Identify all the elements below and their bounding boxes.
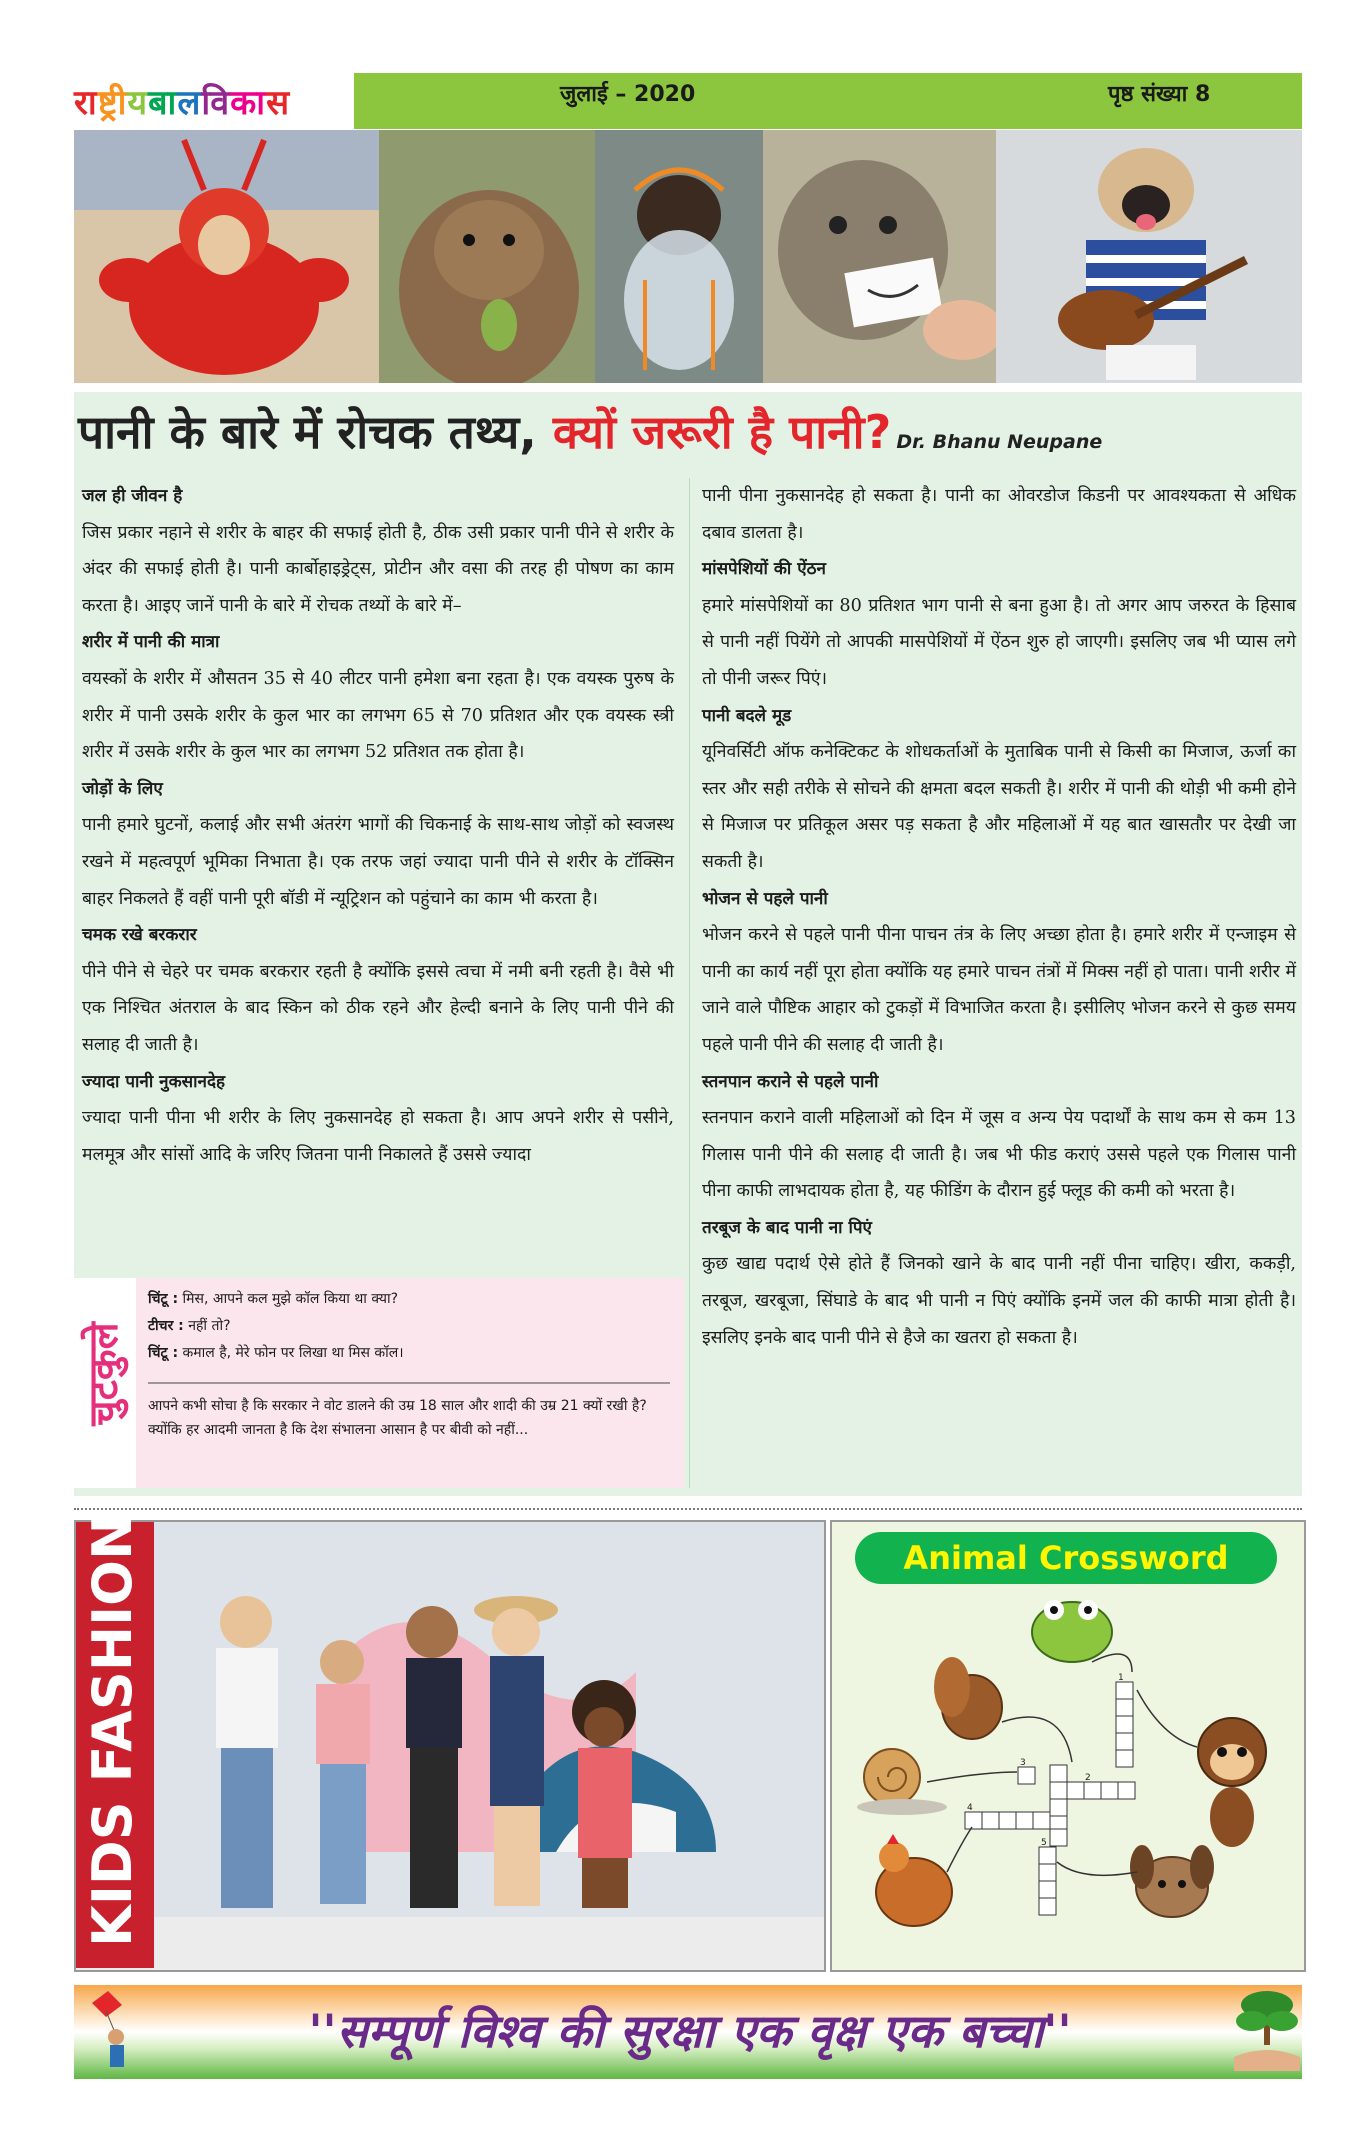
masthead-letter: ल <box>177 83 202 123</box>
section-heading: भोजन से पहले पानी <box>702 888 828 909</box>
crossword-number: 1 <box>1118 1673 1124 1683</box>
headline-part1: पानी के बारे में रोचक तथ्य, <box>78 405 553 459</box>
masthead-letter: य <box>127 83 149 123</box>
section-heading: शरीर में पानी की मात्रा <box>82 632 220 653</box>
section-text: कुछ खाद्य पदार्थ ऐसे होते हैं जिनको खाने के बाद पानी नहीं पीना चाहिए। खीरा, ककड़ी, तरबूज, खरबूजा, सिंघाडे के बाद भी पानी न पिएं क्योंकि इनमें जल की काफी मात्रा होती है। इसलिए इनके बाद पानी पीने से हैजे का खतरा हो सकता है। <box>702 1254 1296 1348</box>
section-text: पानी हमारे घुटनों, कलाई और सभी अंतरंग भागों की चिकनाई के साथ-साथ जोड़ों को स्वजस्थ रखने में महत्वपूर्ण भूमिका निभाता है। एक तरफ जहां ज्यादा पानी पीने से शरीर के टॉक्सिन बाहर निकलते हैं वहीं पानी पूरी बॉडी में न्यूट्रिशन को पहुंचाने का काम भी करता है। <box>82 815 674 909</box>
section-heading: तरबूज के बाद पानी ना पिएं <box>702 1217 872 1238</box>
joke-two <box>148 1394 668 1442</box>
column-divider <box>689 478 690 1488</box>
article-column-right <box>702 478 1296 1356</box>
section-text: हमारे मांसपेशियों का 80 प्रतिशत भाग पानी से बना हुआ है। तो अगर आप जरुरत के हिसाब से पानी नहीं पियेंगे तो आपकी मासपेशियों में ऐंठन शुरु हो जाएगी। इसलिए जब भी प्यास लगे तो पीनी जरूर पिएं। <box>702 595 1296 689</box>
kids-fashion-title: KIDS FASHION <box>81 1514 144 1947</box>
section-text: ज्यादा पानी पीना भी शरीर के लिए नुकसानदेह हो सकता है। आप अपने शरीर से पसीने, मलमूत्र और सांसों आदि के जरिए जितना पानी निकालते हैं उससे ज्यादा <box>82 1108 674 1165</box>
continued-text: पानी पीना नुकसानदेह हो सकता है। पानी का ओवरडोज किडनी पर आवश्यकता से अधिक दबाव डालता है। <box>702 486 1296 543</box>
pug-ukulele-photo <box>996 130 1302 383</box>
section-text: पीने पीने से चेहरे पर चमक बरकरार रहती है क्योंकि इससे त्वचा में नमी बनी रहती है। वैसे भी एक निश्चित अंतराल के बाद स्किन को ठीक रहने और हेल्दी बनाने के लिए पानी पीने की सलाह दी जाती है। <box>82 961 674 1055</box>
crossword-number: 5 <box>1041 1838 1047 1848</box>
kids-fashion-photo <box>76 1514 824 1970</box>
frog-illustration <box>1032 1602 1112 1662</box>
page-number: पृष्ठ संख्या 8 <box>1108 82 1211 107</box>
section-text: स्तनपान कराने वाली महिलाओं को दिन में जूस व अन्य पेय पदार्थों के साथ कम से कम 13 गिलास पानी पीने की सलाह दी जाती है। जब भी फीड कराएं उससे पहले एक गिलास पानी पीना काफी लाभदायक होता है, यह फीडिंग के दौरान हुई फ्लूड की कमी को भरता है। <box>702 1108 1296 1202</box>
section-text: जिस प्रकार नहाने से शरीर के बाहर की सफाई होती है, ठीक उसी प्रकार पानी पीने से शरीर के अंदर की सफाई होती है। पानी कार्बोहाइड्रेट्स, प्रोटीन और वसा की तरह ही पोषण का काम करता है। आइए जानें पानी के बारे में रोचक तथ्यों के बारे में– <box>82 522 674 616</box>
article-column-left <box>82 478 674 1173</box>
joke-question: आपने कभी सोचा है कि सरकार ने वोट डालने की उम्र 18 साल और शादी की उम्र 21 क्यों रखी है? <box>148 1398 647 1414</box>
masthead-letter: ष्ट्री <box>97 83 128 123</box>
joke-line: टीचर : नहीं तो? <box>148 1318 231 1334</box>
crossword-title: Animal Crossword <box>855 1532 1277 1584</box>
masthead-letter: रा <box>74 83 98 123</box>
joke-answer: क्योंकि हर आदमी जानता है कि देश संभालना आसान है पर बीवी को नहीं... <box>148 1422 529 1438</box>
masthead-letter: स <box>266 83 291 123</box>
section-text: वयस्कों के शरीर में औसतन 35 से 40 लीटर पानी हमेशा बना रहता है। एक वयस्क पुरुष के शरीर में पानी उसके शरीर के कुल भार का लगभग 65 से 70 प्रतिशत और एक वयस्क स्त्री शरीर में उसके शरीर के कुल भार का लगभग 52 प्रतिशत तक होता है। <box>82 668 674 763</box>
slogan-text: ''सम्पूर्ण विश्व की सुरक्षा एक वृक्ष एक बच्चा'' <box>308 2004 1072 2058</box>
masthead <box>74 73 354 129</box>
joke-line: चिंटू : कमाल है, मेरे फोन पर लिखा था मिस कॉल। <box>148 1345 404 1361</box>
section-heading: पानी बदले मूड <box>702 705 792 726</box>
section-text: यूनिवर्सिटी ऑफ कनेक्टिकट के शोधकर्ताओं के मुताबिक पानी से किसी का मिजाज, ऊर्जा का स्तर और सही तरीके से सोचने की क्षमता बदल सकती है। शरीर में पानी की थोड़ी भी कमी होने से मिजाज पर प्रतिकूल असर पड़ सकता है और महिलाओं में यह बात खासतौर पर देखी जा सकती है। <box>702 742 1296 872</box>
kitten-smile-card-photo <box>763 130 996 383</box>
joke-dialogue <box>148 1286 668 1367</box>
section-text: भोजन करने से पहले पानी पीना पाचन तंत्र के लिए अच्छा होता है। हमारे शरीर में एन्जाइम से पानी का कार्य नहीं पूरा होता क्योंकि यह हमारे पाचन तंत्रों में मिक्स नहीं हो पाता। पानी शरीर में जाने वाले पौष्टिक आहार को टुकड़ों में विभाजित करता है। इसीलिए भोजन करने से कुछ समय पहले पानी पीने की सलाह दी जाती है। <box>702 925 1296 1055</box>
section-heading: ज्यादा पानी नुकसानदेह <box>82 1071 226 1092</box>
crossword-number: 2 <box>1085 1773 1091 1783</box>
photo-strip <box>74 130 1302 383</box>
crossword-number: 3 <box>1020 1758 1026 1768</box>
masthead-letter: बा <box>148 83 178 123</box>
masthead-letter: का <box>230 83 267 123</box>
joke-line: चिंटू : मिस, आपने कल मुझे कॉल किया था क्या? <box>148 1291 399 1307</box>
section-heading: जोड़ों के लिए <box>82 778 163 799</box>
snail-illustration <box>864 1749 920 1805</box>
crossword-panel <box>830 1520 1306 1972</box>
masthead-letter: वि <box>201 83 231 123</box>
dog-raincoat-photo <box>595 130 763 383</box>
section-heading: मांसपेशियों की ऐंठन <box>702 559 826 580</box>
section-heading: जल ही जीवन है <box>82 486 183 506</box>
jokes-title: चुटकुले <box>81 1322 127 1426</box>
section-heading: स्तनपान कराने से पहले पानी <box>702 1071 879 1092</box>
issue-date: जुलाई – 2020 <box>560 82 696 107</box>
chihuahua-crab-costume-photo <box>74 130 379 383</box>
dotted-separator <box>74 1508 1302 1510</box>
article-headline <box>78 400 1298 472</box>
section-heading: चमक रखे बरकरार <box>82 925 197 946</box>
crossword-number: 4 <box>967 1803 973 1813</box>
byline: Dr. Bhanu Neupane <box>896 431 1103 453</box>
headline-part2: क्यों जरूरी है पानी? <box>552 405 892 459</box>
kids-fashion-panel <box>74 1514 826 1972</box>
joke-separator <box>148 1382 670 1384</box>
crossword-illustration <box>832 1522 1304 1970</box>
quokka-photo <box>379 130 595 383</box>
